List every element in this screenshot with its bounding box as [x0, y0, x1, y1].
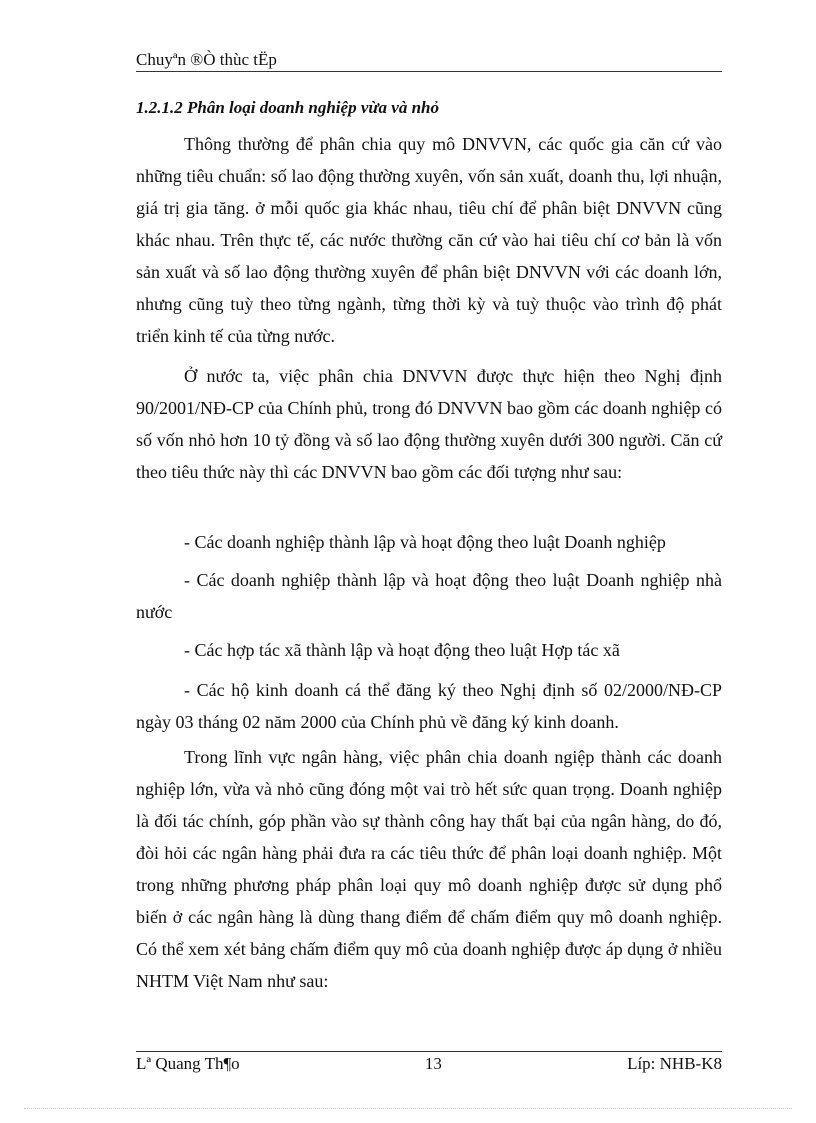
paragraph-3: Trong lĩnh vực ngân hàng, việc phân chia doanh ngiệp thành các doanh nghiệp lớn, vừa và nhỏ cũng đóng một vai trò hết sức quan trọng. Doanh nghiệp là đối tác chính, góp phần vào sự thành công hay thất bại của ngân hàng, do đó, đòi hỏi các ngân hàng phải đưa ra các tiêu thức để phân loại doanh nghiệp. Một trong những phương pháp phân loại quy mô doanh nghiệp được sử dụng phổ biến ở các ngân hàng là dùng thang điểm để chấm điểm quy mô doanh nghiệp. Có thể xem xét bảng chấm điểm quy mô của doanh nghiệp được áp dụng ở nhiều NHTM Việt Nam như sau:	[136, 747, 722, 991]
footer-divider	[136, 1051, 722, 1052]
paragraph-1: Thông thường để phân chia quy mô DNVVN, các quốc gia căn cứ vào những tiêu chuẩn: số lao động thường xuyên, vốn sản xuất, doanh thu, lợi nhuận, giá trị gia tăng. ở mỗi quốc gia khác nhau, tiêu chí để phân biệt DNVVN cũng khác nhau. Trên thực tế, các nước thường căn cứ vào hai tiêu chí cơ bản là vốn sản xuất và số lao động thường xuyên để phân biệt DNVVN với các doanh lớn, nhưng cũng tuỳ theo từng ngành, từng thời kỳ và tuỳ thuộc vào trình độ phát triển kinh tế của từng nước.	[136, 134, 722, 346]
page-footer	[136, 1054, 722, 1074]
bullet-item-4: - Các hộ kinh doanh cá thể đăng ký theo Nghị định số 02/2000/NĐ-CP ngày 03 tháng 02 năm 2000 của Chính phủ về đăng ký kinh doanh.	[136, 680, 722, 732]
footer-class: Líp: NHB-K8	[627, 1054, 722, 1073]
section-heading: 1.2.1.2 Phân loại doanh nghiệp vừa và nhỏ	[136, 98, 440, 117]
header-divider	[136, 71, 722, 72]
paragraph-2: Ở nước ta, việc phân chia DNVVN được thực hiện theo Nghị định 90/2001/NĐ-CP của Chính phủ, trong đó DNVVN bao gồm các doanh nghiệp có số vốn nhỏ hơn 10 tỷ đồng và số lao động thường xuyên dưới 300 người. Căn cứ theo tiêu thức này thì các DNVVN bao gồm các đối tượng như sau:	[136, 366, 722, 482]
page-header-title: Chuyªn ®Ò thùc tËp	[136, 50, 277, 69]
page-number: 13	[424, 1054, 442, 1073]
bullet-item-1: - Các doanh nghiệp thành lập và hoạt động theo luật Doanh nghiệp	[184, 532, 666, 552]
page-bottom-dotted-line	[24, 1108, 792, 1109]
footer-author: Lª Quang Th¶o	[136, 1054, 240, 1073]
bullet-item-3: - Các hợp tác xã thành lập và hoạt động theo luật Hợp tác xã	[184, 640, 620, 660]
bullet-item-2: - Các doanh nghiệp thành lập và hoạt động theo luật Doanh nghiệp nhà nước	[136, 570, 722, 622]
